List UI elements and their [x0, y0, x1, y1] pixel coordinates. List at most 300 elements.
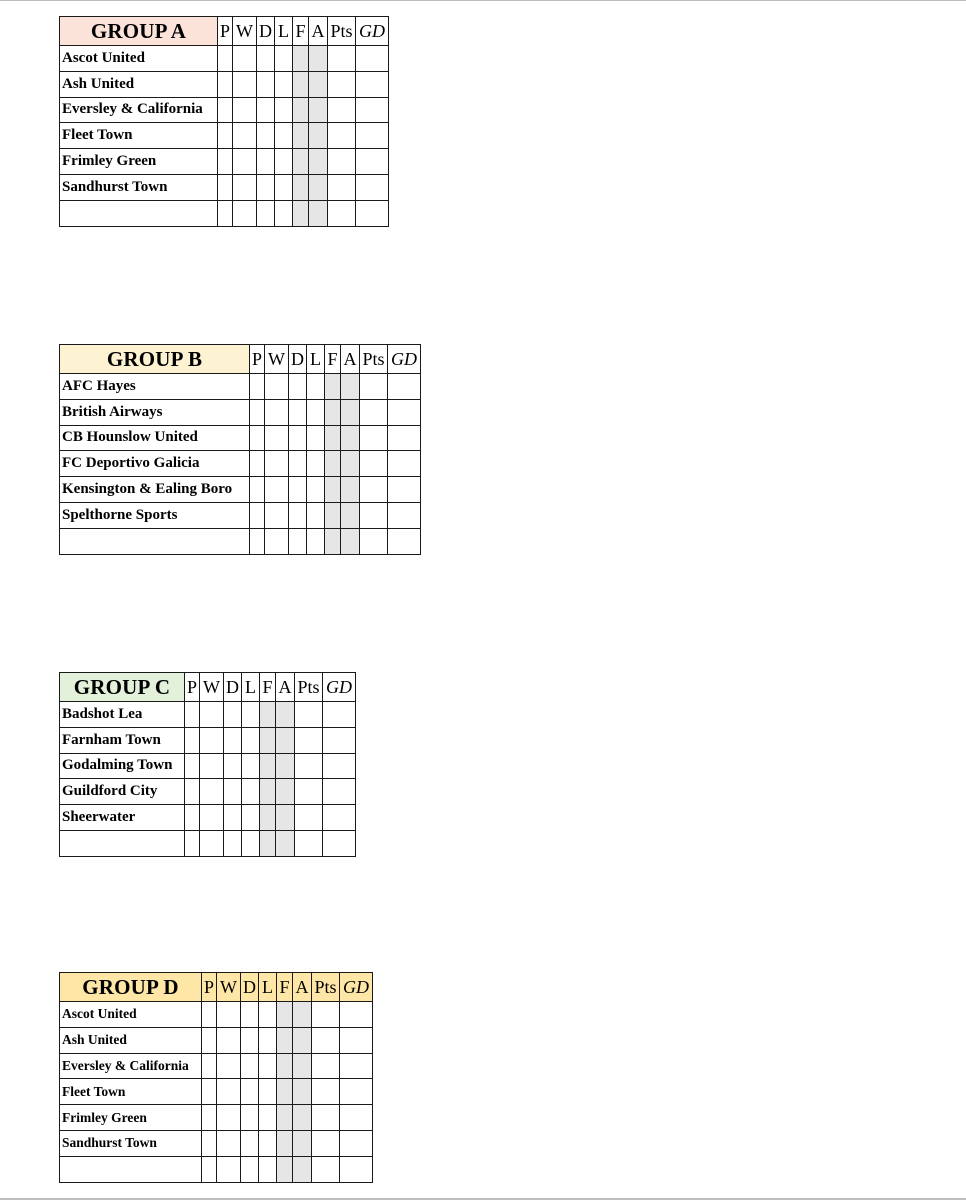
stat-cell-pts	[328, 123, 356, 149]
stat-cell-a	[341, 399, 360, 425]
stat-cell-w	[233, 174, 257, 200]
column-header-gd: GD	[340, 973, 373, 1002]
stat-cell-gd	[388, 477, 421, 503]
team-name	[60, 1156, 202, 1182]
team-name: Kensington & Ealing Boro	[60, 477, 250, 503]
stat-cell-l	[307, 399, 325, 425]
stat-cell-l	[307, 477, 325, 503]
stat-cell-l	[242, 805, 260, 831]
group-a-table	[59, 16, 389, 227]
stat-cell-gd	[340, 1027, 373, 1053]
stat-cell-w	[233, 200, 257, 226]
stat-cell-f	[293, 71, 309, 97]
stat-cell-a	[309, 149, 328, 175]
stat-cell-d	[289, 399, 307, 425]
stat-cell-gd	[356, 71, 389, 97]
stat-cell-p	[218, 97, 233, 123]
group-title: GROUP D	[60, 973, 202, 1002]
stat-cell-f	[293, 174, 309, 200]
stat-cell-d	[224, 805, 242, 831]
stat-cell-p	[185, 702, 200, 728]
column-header-pts: Pts	[312, 973, 340, 1002]
stat-cell-l	[307, 374, 325, 400]
stat-cell-a	[341, 528, 360, 554]
stat-cell-d	[241, 1027, 259, 1053]
stat-cell-a	[293, 1002, 312, 1028]
table-row	[60, 528, 421, 554]
stat-cell-f	[260, 779, 276, 805]
group-header-row	[60, 673, 356, 702]
stat-cell-f	[277, 1079, 293, 1105]
stat-cell-l	[259, 1027, 277, 1053]
stat-cell-a	[309, 174, 328, 200]
table-row	[60, 477, 421, 503]
stat-cell-f	[277, 1130, 293, 1156]
stat-cell-a	[293, 1027, 312, 1053]
column-header-d: D	[289, 345, 307, 374]
stat-cell-pts	[312, 1027, 340, 1053]
stat-cell-pts	[295, 805, 323, 831]
stat-cell-w	[200, 727, 224, 753]
group-header-row	[60, 345, 421, 374]
table-row	[60, 1105, 373, 1131]
stat-cell-gd	[388, 528, 421, 554]
column-header-a: A	[309, 17, 328, 46]
column-header-w: W	[233, 17, 257, 46]
stat-cell-d	[241, 1105, 259, 1131]
stat-cell-f	[293, 149, 309, 175]
group-title: GROUP A	[60, 17, 218, 46]
stat-cell-pts	[312, 1130, 340, 1156]
stat-cell-d	[241, 1156, 259, 1182]
stat-cell-p	[202, 1156, 217, 1182]
group-c-table	[59, 672, 356, 857]
column-header-a: A	[293, 973, 312, 1002]
table-row	[60, 46, 389, 72]
table-row	[60, 727, 356, 753]
stat-cell-pts	[360, 528, 388, 554]
stat-cell-pts	[360, 451, 388, 477]
table-row	[60, 451, 421, 477]
team-name: Ascot United	[60, 1002, 202, 1028]
stat-cell-w	[200, 779, 224, 805]
stat-cell-d	[224, 753, 242, 779]
stat-cell-f	[325, 451, 341, 477]
stat-cell-p	[250, 374, 265, 400]
stat-cell-f	[277, 1053, 293, 1079]
team-name: FC Deportivo Galicia	[60, 451, 250, 477]
stat-cell-gd	[388, 399, 421, 425]
stat-cell-d	[224, 779, 242, 805]
stat-cell-w	[265, 502, 289, 528]
stat-cell-a	[309, 71, 328, 97]
stat-cell-d	[257, 71, 275, 97]
stat-cell-p	[202, 1053, 217, 1079]
stat-cell-d	[241, 1079, 259, 1105]
stat-cell-d	[257, 149, 275, 175]
stat-cell-pts	[295, 830, 323, 856]
stat-cell-gd	[388, 451, 421, 477]
stat-cell-l	[259, 1156, 277, 1182]
stat-cell-p	[250, 451, 265, 477]
column-header-l: L	[242, 673, 260, 702]
stat-cell-d	[241, 1002, 259, 1028]
stat-cell-d	[241, 1130, 259, 1156]
team-name: Ash United	[60, 71, 218, 97]
stat-cell-p	[185, 753, 200, 779]
table-row	[60, 174, 389, 200]
stat-cell-a	[276, 805, 295, 831]
stat-cell-gd	[388, 502, 421, 528]
stat-cell-l	[259, 1130, 277, 1156]
stat-cell-pts	[328, 200, 356, 226]
stat-cell-d	[289, 374, 307, 400]
table-row	[60, 200, 389, 226]
stat-cell-l	[242, 779, 260, 805]
column-header-l: L	[259, 973, 277, 1002]
stat-cell-pts	[312, 1079, 340, 1105]
stat-cell-l	[242, 702, 260, 728]
table-row	[60, 1053, 373, 1079]
stat-cell-f	[325, 399, 341, 425]
stat-cell-a	[341, 425, 360, 451]
stat-cell-p	[218, 123, 233, 149]
stat-cell-gd	[323, 702, 356, 728]
stat-cell-pts	[360, 399, 388, 425]
stat-cell-d	[289, 451, 307, 477]
table-row	[60, 123, 389, 149]
table-row	[60, 425, 421, 451]
stat-cell-gd	[356, 123, 389, 149]
stat-cell-l	[259, 1002, 277, 1028]
stat-cell-f	[293, 123, 309, 149]
stat-cell-pts	[328, 97, 356, 123]
stat-cell-a	[341, 502, 360, 528]
stat-cell-l	[242, 727, 260, 753]
team-name: Fleet Town	[60, 123, 218, 149]
column-header-f: F	[277, 973, 293, 1002]
stat-cell-l	[307, 502, 325, 528]
stat-cell-pts	[328, 149, 356, 175]
stat-cell-a	[309, 46, 328, 72]
stat-cell-p	[185, 779, 200, 805]
stat-cell-pts	[312, 1156, 340, 1182]
stat-cell-a	[276, 779, 295, 805]
stat-cell-pts	[328, 46, 356, 72]
team-name: Frimley Green	[60, 149, 218, 175]
column-header-p: P	[185, 673, 200, 702]
column-header-a: A	[276, 673, 295, 702]
stat-cell-f	[325, 425, 341, 451]
stat-cell-gd	[323, 830, 356, 856]
stat-cell-pts	[295, 702, 323, 728]
stat-cell-f	[277, 1002, 293, 1028]
column-header-gd: GD	[388, 345, 421, 374]
stat-cell-f	[260, 830, 276, 856]
team-name	[60, 528, 250, 554]
group-d-table	[59, 972, 373, 1183]
team-name: Sandhurst Town	[60, 174, 218, 200]
team-name: Sheerwater	[60, 805, 185, 831]
stat-cell-p	[218, 200, 233, 226]
stat-cell-gd	[323, 805, 356, 831]
stat-cell-f	[293, 46, 309, 72]
stat-cell-w	[217, 1027, 241, 1053]
stat-cell-pts	[328, 71, 356, 97]
stat-cell-pts	[312, 1002, 340, 1028]
stat-cell-w	[200, 753, 224, 779]
stat-cell-p	[250, 425, 265, 451]
stat-cell-a	[276, 702, 295, 728]
stat-cell-d	[224, 830, 242, 856]
stat-cell-f	[325, 502, 341, 528]
table-row	[60, 753, 356, 779]
stat-cell-d	[289, 425, 307, 451]
stat-cell-a	[309, 97, 328, 123]
stat-cell-p	[250, 477, 265, 503]
stat-cell-w	[265, 374, 289, 400]
stat-cell-pts	[360, 502, 388, 528]
stat-cell-d	[257, 123, 275, 149]
column-header-w: W	[217, 973, 241, 1002]
stat-cell-gd	[356, 200, 389, 226]
column-header-f: F	[260, 673, 276, 702]
table-row	[60, 779, 356, 805]
stat-cell-f	[277, 1105, 293, 1131]
team-name: Eversley & California	[60, 97, 218, 123]
stat-cell-w	[233, 123, 257, 149]
stat-cell-a	[276, 830, 295, 856]
stat-cell-pts	[360, 374, 388, 400]
table-row	[60, 149, 389, 175]
stat-cell-l	[259, 1105, 277, 1131]
stat-cell-p	[250, 502, 265, 528]
stat-cell-gd	[356, 174, 389, 200]
stat-cell-l	[275, 123, 293, 149]
stat-cell-l	[275, 149, 293, 175]
stat-cell-d	[289, 528, 307, 554]
stat-cell-a	[341, 477, 360, 503]
stat-cell-w	[217, 1002, 241, 1028]
group-header-row	[60, 17, 389, 46]
stat-cell-d	[289, 477, 307, 503]
stat-cell-p	[202, 1002, 217, 1028]
stat-cell-pts	[360, 425, 388, 451]
column-header-a: A	[341, 345, 360, 374]
stat-cell-a	[293, 1079, 312, 1105]
team-name: Godalming Town	[60, 753, 185, 779]
table-row	[60, 1079, 373, 1105]
stat-cell-p	[218, 71, 233, 97]
table-row	[60, 702, 356, 728]
team-name: Guildford City	[60, 779, 185, 805]
stat-cell-f	[260, 805, 276, 831]
team-name: Frimley Green	[60, 1105, 202, 1131]
stat-cell-gd	[340, 1105, 373, 1131]
stat-cell-a	[276, 753, 295, 779]
stat-cell-d	[257, 200, 275, 226]
stat-cell-w	[217, 1105, 241, 1131]
stat-cell-w	[265, 451, 289, 477]
stat-cell-p	[202, 1079, 217, 1105]
table-row	[60, 1002, 373, 1028]
stat-cell-f	[325, 374, 341, 400]
group-title: GROUP B	[60, 345, 250, 374]
table-row	[60, 1027, 373, 1053]
team-name: CB Hounslow United	[60, 425, 250, 451]
table-row	[60, 502, 421, 528]
stat-cell-a	[293, 1053, 312, 1079]
stat-cell-gd	[323, 779, 356, 805]
team-name: AFC Hayes	[60, 374, 250, 400]
top-border-line	[0, 0, 966, 1]
stat-cell-p	[185, 830, 200, 856]
team-name: Sandhurst Town	[60, 1130, 202, 1156]
team-name: Eversley & California	[60, 1053, 202, 1079]
column-header-d: D	[257, 17, 275, 46]
column-header-pts: Pts	[328, 17, 356, 46]
stat-cell-w	[265, 399, 289, 425]
stat-cell-w	[233, 71, 257, 97]
column-header-l: L	[307, 345, 325, 374]
stat-cell-a	[309, 123, 328, 149]
stat-cell-w	[233, 97, 257, 123]
stat-cell-d	[289, 502, 307, 528]
column-header-w: W	[265, 345, 289, 374]
team-name: Ash United	[60, 1027, 202, 1053]
stat-cell-f	[260, 702, 276, 728]
column-header-pts: Pts	[295, 673, 323, 702]
stat-cell-d	[257, 97, 275, 123]
column-header-gd: GD	[323, 673, 356, 702]
stat-cell-f	[293, 97, 309, 123]
stat-cell-p	[218, 174, 233, 200]
stat-cell-a	[276, 727, 295, 753]
group-title: GROUP C	[60, 673, 185, 702]
column-header-p: P	[250, 345, 265, 374]
group-b-table	[59, 344, 421, 555]
stat-cell-w	[265, 528, 289, 554]
table-row	[60, 399, 421, 425]
stat-cell-p	[202, 1105, 217, 1131]
stat-cell-d	[257, 174, 275, 200]
stat-cell-f	[260, 753, 276, 779]
stat-cell-l	[275, 174, 293, 200]
stat-cell-gd	[340, 1002, 373, 1028]
stat-cell-gd	[388, 374, 421, 400]
stat-cell-pts	[312, 1053, 340, 1079]
stat-cell-pts	[295, 727, 323, 753]
stat-cell-w	[233, 46, 257, 72]
stat-cell-pts	[295, 779, 323, 805]
stat-cell-d	[257, 46, 275, 72]
stat-cell-l	[259, 1079, 277, 1105]
stat-cell-l	[275, 71, 293, 97]
column-header-d: D	[241, 973, 259, 1002]
team-name: British Airways	[60, 399, 250, 425]
team-name: Ascot United	[60, 46, 218, 72]
stat-cell-pts	[295, 753, 323, 779]
table-row	[60, 1130, 373, 1156]
table-row	[60, 374, 421, 400]
stat-cell-pts	[360, 477, 388, 503]
stat-cell-a	[341, 374, 360, 400]
stat-cell-gd	[340, 1053, 373, 1079]
stat-cell-gd	[356, 97, 389, 123]
stat-cell-w	[200, 830, 224, 856]
team-name	[60, 830, 185, 856]
stat-cell-p	[218, 46, 233, 72]
stat-cell-w	[200, 805, 224, 831]
table-row	[60, 71, 389, 97]
stat-cell-a	[309, 200, 328, 226]
stat-cell-a	[293, 1105, 312, 1131]
stat-cell-pts	[328, 174, 356, 200]
team-name: Spelthorne Sports	[60, 502, 250, 528]
stat-cell-p	[202, 1130, 217, 1156]
stat-cell-gd	[340, 1130, 373, 1156]
stat-cell-gd	[340, 1079, 373, 1105]
stat-cell-d	[224, 727, 242, 753]
stat-cell-w	[200, 702, 224, 728]
column-header-gd: GD	[356, 17, 389, 46]
stat-cell-w	[217, 1079, 241, 1105]
stat-cell-p	[250, 399, 265, 425]
stat-cell-p	[202, 1027, 217, 1053]
stat-cell-l	[307, 425, 325, 451]
team-name: Farnham Town	[60, 727, 185, 753]
stat-cell-l	[259, 1053, 277, 1079]
group-header-row	[60, 973, 373, 1002]
table-row	[60, 97, 389, 123]
stat-cell-gd	[388, 425, 421, 451]
stat-cell-p	[218, 149, 233, 175]
stat-cell-p	[250, 528, 265, 554]
stat-cell-a	[293, 1130, 312, 1156]
stat-cell-f	[325, 528, 341, 554]
stat-cell-l	[275, 46, 293, 72]
stat-cell-d	[241, 1053, 259, 1079]
table-row	[60, 1156, 373, 1182]
stat-cell-l	[275, 97, 293, 123]
stat-cell-gd	[323, 727, 356, 753]
stat-cell-l	[307, 528, 325, 554]
stat-cell-w	[217, 1130, 241, 1156]
stat-cell-w	[217, 1053, 241, 1079]
table-row	[60, 830, 356, 856]
column-header-l: L	[275, 17, 293, 46]
stat-cell-d	[224, 702, 242, 728]
stat-cell-l	[242, 830, 260, 856]
table-row	[60, 805, 356, 831]
stat-cell-f	[277, 1027, 293, 1053]
column-header-p: P	[218, 17, 233, 46]
team-name	[60, 200, 218, 226]
stat-cell-p	[185, 805, 200, 831]
stat-cell-f	[277, 1156, 293, 1182]
stat-cell-f	[325, 477, 341, 503]
stat-cell-w	[265, 425, 289, 451]
stat-cell-w	[217, 1156, 241, 1182]
team-name: Fleet Town	[60, 1079, 202, 1105]
stat-cell-pts	[312, 1105, 340, 1131]
column-header-pts: Pts	[360, 345, 388, 374]
column-header-p: P	[202, 973, 217, 1002]
stat-cell-f	[293, 200, 309, 226]
column-header-w: W	[200, 673, 224, 702]
stat-cell-l	[242, 753, 260, 779]
stat-cell-a	[293, 1156, 312, 1182]
